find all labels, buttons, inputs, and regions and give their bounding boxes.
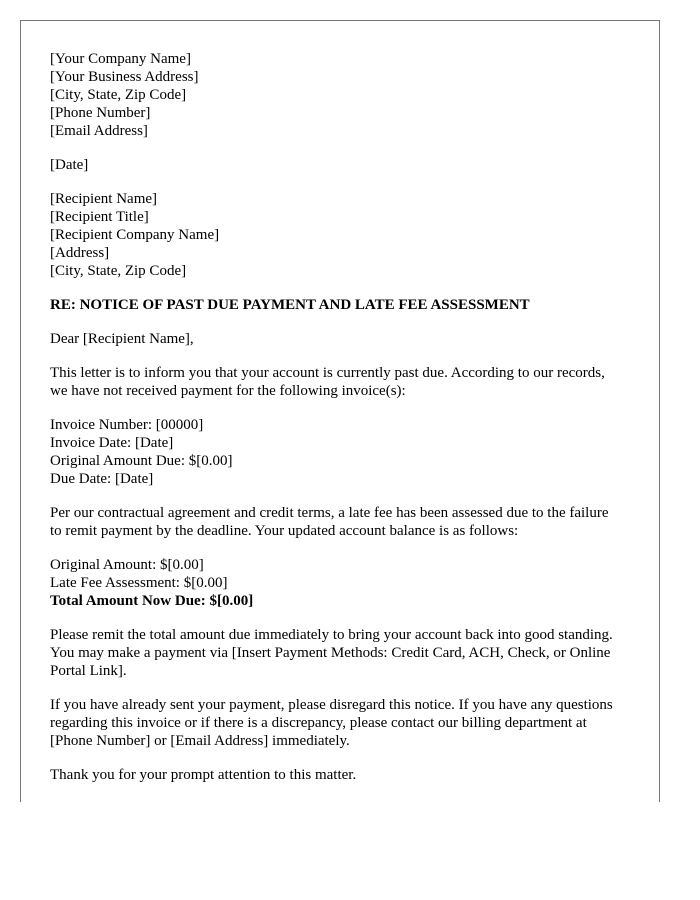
sender-phone: [Phone Number]	[50, 105, 151, 121]
letter-content	[50, 50, 620, 800]
invoice-date: Invoice Date: [Date]	[50, 435, 174, 451]
recipient-title: [Recipient Title]	[50, 209, 149, 225]
date-block	[50, 156, 620, 174]
sender-city-state-zip: [City, State, Zip Code]	[50, 87, 187, 103]
salutation: Dear [Recipient Name],	[50, 331, 194, 347]
letter-date: [Date]	[50, 157, 89, 173]
disregard-paragraph: If you have already sent your payment, please disregard this notice. If you have any questions regarding this invoice or if there is a discrepancy, please contact our billing department at [Phone Number] or [Email Address] immediately.	[50, 697, 613, 749]
remit-paragraph: Please remit the total amount due immediately to bring your account back into good standing. You may make a payment via [Insert Payment Methods: Credit Card, ACH, Check, or Online Portal Link].	[50, 627, 613, 679]
subject-line: RE: NOTICE OF PAST DUE PAYMENT AND LATE FEE ASSESSMENT	[50, 297, 530, 313]
recipient-company-name: [Recipient Company Name]	[50, 227, 220, 243]
recipient-city-state-zip: [City, State, Zip Code]	[50, 263, 187, 279]
balance-late-fee: Late Fee Assessment: $[0.00]	[50, 575, 228, 591]
subject-block	[50, 296, 620, 314]
invoice-number: Invoice Number: [00000]	[50, 417, 204, 433]
letter-page	[20, 20, 660, 802]
balance-original-amount: Original Amount: $[0.00]	[50, 557, 204, 573]
balance-details	[50, 556, 620, 610]
salutation-block	[50, 330, 620, 348]
invoice-due-date: Due Date: [Date]	[50, 471, 154, 487]
recipient-name: [Recipient Name]	[50, 191, 158, 207]
recipient-address: [Address]	[50, 245, 110, 261]
sender-business-address: [Your Business Address]	[50, 69, 199, 85]
sender-block	[50, 50, 620, 140]
closing-line: Thank you for your prompt attention to this matter.	[50, 767, 357, 783]
sender-email: [Email Address]	[50, 123, 148, 139]
recipient-block	[50, 190, 620, 280]
intro-paragraph: This letter is to inform you that your account is currently past due. According to our records, we have not received payment for the following invoice(s):	[50, 365, 605, 399]
sender-company-name: [Your Company Name]	[50, 51, 191, 67]
invoice-details	[50, 416, 620, 488]
balance-total-due: Total Amount Now Due: $[0.00]	[50, 593, 254, 609]
invoice-original-amount: Original Amount Due: $[0.00]	[50, 453, 233, 469]
late-fee-paragraph: Per our contractual agreement and credit terms, a late fee has been assessed due to the failure to remit payment by the deadline. Your updated account balance is as follows:	[50, 505, 609, 539]
